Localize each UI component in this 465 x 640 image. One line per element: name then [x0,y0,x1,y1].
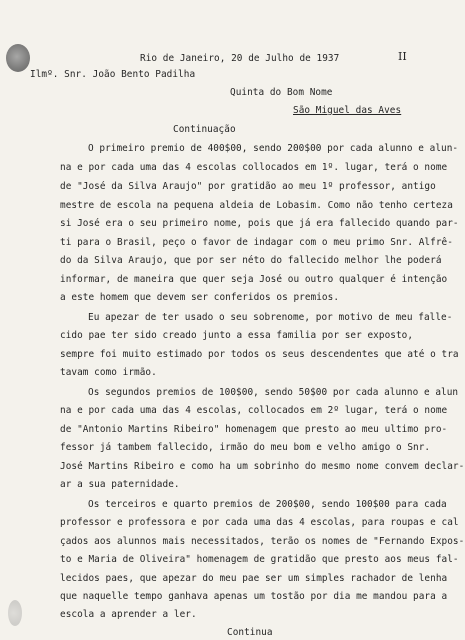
body-line: Eu apezar de ter usado o seu sobrenome, por motivo de meu falle- [88,312,453,323]
body-line: a este homem que devem ser conferidos os premios. [60,292,340,303]
body-line: sempre foi muito estimado por todos os seus descendentes que até o tra [60,349,459,360]
date-line: Rio de Janeiro, 20 de Julho de 1937 [140,53,340,64]
body-line: tavam como irmão. [60,367,157,378]
body-line: lecidos paes, que apezar do meu pae ser um simples rachador de lenha [60,573,448,584]
section-heading: Continuação [173,124,236,135]
body-line: si José era o seu primeiro nome, pois que já era fallecido quando par- [60,218,459,229]
body-line: na e por cada uma das 4 escolas, collocados em 2º lugar, terá o nome [60,405,448,416]
punch-hole-shadow [8,600,22,626]
body-line: professor e professora e por cada uma das 4 escolas, para roupas e cal [60,517,459,528]
body-line: fessor já tambem fallecido, irmão do meu bom e velho amigo o Snr. [60,442,431,453]
body-line: O primeiro premio de 400$00, sendo 200$00 por cada alunno e alun- [88,143,459,154]
body-line: de "Antonio Martins Ribeiro" homenagem que presto ao meu ultimo pro- [60,424,448,435]
body-line: de "José da Silva Araujo" por gratidão ao meu 1º professor, antigo [60,181,436,192]
body-line: çados aos alunnos mais necessitados, terão os nomes de "Fernando Expos- [60,536,465,547]
punch-hole-mark [6,44,30,72]
body-line: que naquelle tempo ganhava apenas um tostão por dia me mandou para a [60,591,448,602]
body-line: ar a sua paternidade. [60,479,180,490]
body-line: mestre de escola na pequena aldeia de Lobasim. Como não tenho certeza [60,200,453,211]
body-line: José Martins Ribeiro e como ha um sobrinho do mesmo nome convem declar- [60,461,465,472]
address-line-2: São Miguel das Aves [293,105,402,116]
body-line: ti para o Brasil, peço o favor de indagar com o meu primo Snr. Alfrê- [60,237,453,248]
body-line: informar, de maneira que quer seja José ou outro qualquer é intenção [60,274,448,285]
recipient-line: Ilmº. Snr. João Bento Padilha [30,69,196,80]
body-line: na e por cada uma das 4 escolas collocados em 1º. lugar, terá o nome [60,162,448,173]
closing-continua: Continua [227,627,273,638]
page-number: II [398,50,407,63]
body-line: cido pae ter sido creado junto a essa familia por ser exposto, [60,330,414,341]
body-line: do da Silva Araujo, que por ser néto do fallecido melhor lhe poderá [60,255,442,266]
body-line: Os terceiros e quarto premios de 200$00, sendo 100$00 para cada [88,499,447,510]
body-line: escola a aprender a ler. [60,609,197,620]
body-line: Os segundos premios de 100$00, sendo 50$00 por cada alunno e alun [88,387,459,398]
body-line: to e Maria de Oliveira" homenagem de gratidão que presto aos meus fal- [60,554,459,565]
address-line-1: Quinta do Bom Nome [230,87,333,98]
